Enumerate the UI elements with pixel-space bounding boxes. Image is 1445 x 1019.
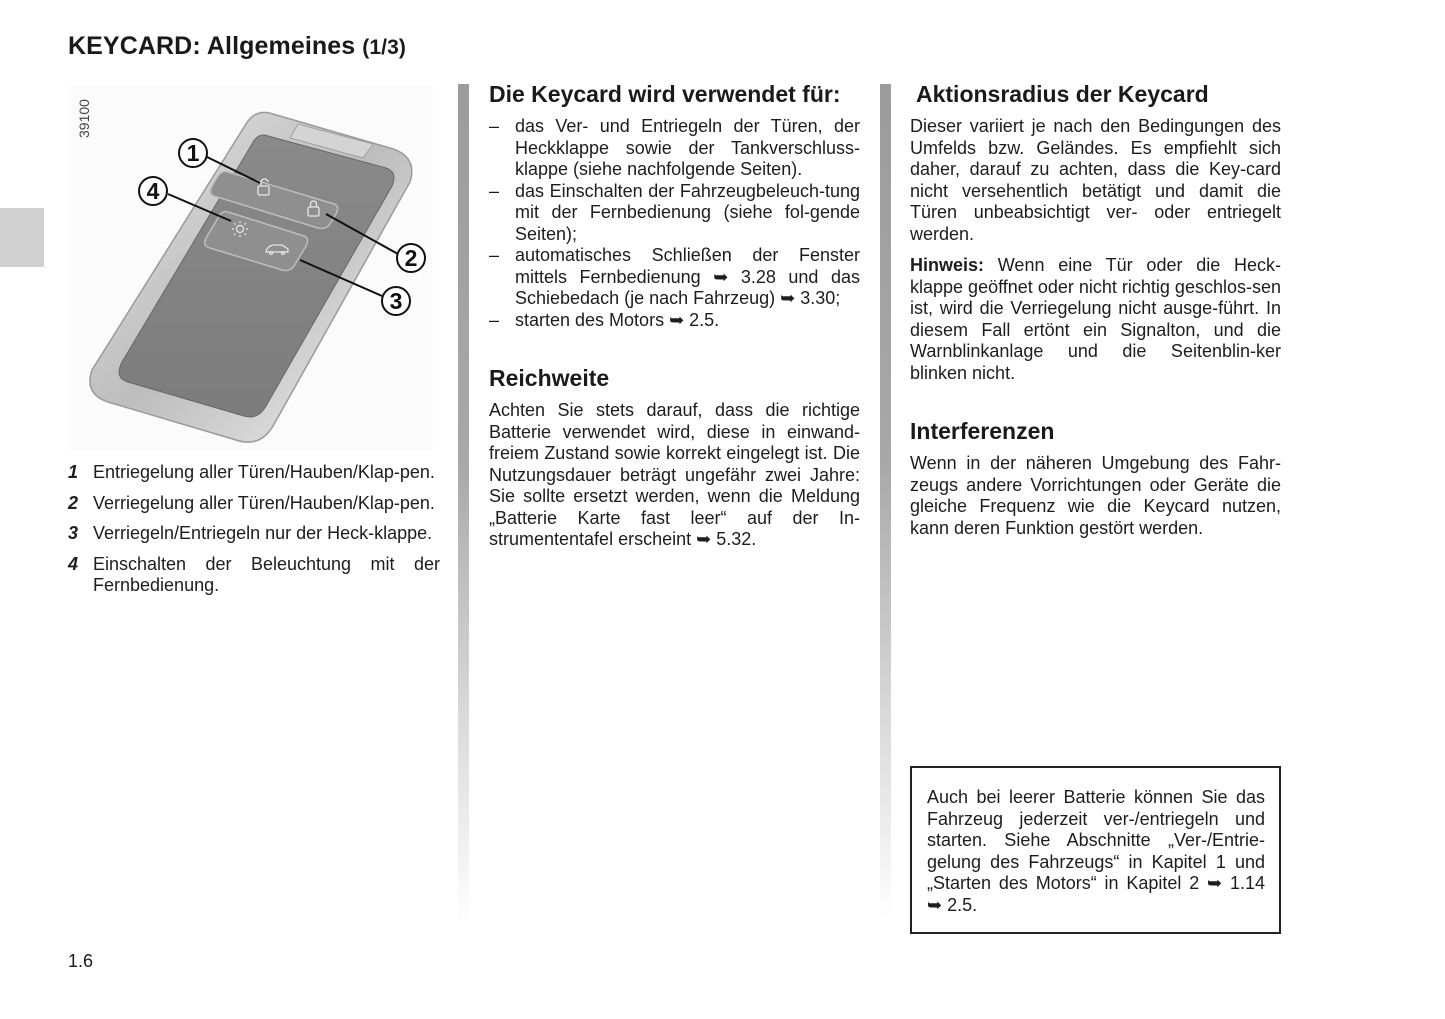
legend-item bbox=[68, 462, 440, 484]
uses-section bbox=[489, 81, 860, 331]
legend-item bbox=[68, 493, 440, 515]
callout-2: 2 bbox=[396, 243, 426, 273]
callout-4: 4 bbox=[138, 176, 168, 206]
action-radius-section bbox=[910, 81, 1281, 384]
callout-3: 3 bbox=[381, 286, 411, 316]
page-title-part: (1/3) bbox=[362, 36, 406, 59]
interference-heading: Interferenzen bbox=[910, 418, 1055, 444]
list-item bbox=[489, 116, 860, 181]
list-item bbox=[489, 310, 860, 332]
page-title bbox=[68, 32, 406, 61]
list-item bbox=[489, 245, 860, 310]
page-number: 1.6 bbox=[68, 951, 94, 971]
list-item bbox=[489, 181, 860, 246]
dash-bullet: – bbox=[489, 116, 500, 136]
action-radius-note bbox=[910, 255, 1281, 384]
legend-item bbox=[68, 554, 440, 597]
dash-bullet: – bbox=[489, 180, 500, 201]
range-text: Achten Sie stets darauf, dass die richtige Batterie verwendet wird, diese in einwand-freiem Zustand sowie korrekt eingelegt ist. Die Nutzungsdauer beträgt ungefähr zwei Jahre: Sie sollte ersetzt werden, wenn die Meldung „Batterie Karte fast leer“ auf der In-strumententafel erscheint ➥ 5.32. bbox=[489, 400, 860, 549]
legend-text: Entriegelung aller Türen/Hauben/Klap-pen. bbox=[93, 462, 435, 482]
uses-list bbox=[489, 116, 860, 331]
range-section bbox=[489, 365, 860, 551]
figure-number: 39100 bbox=[76, 99, 92, 138]
page-title-text: KEYCARD: Allgemeines bbox=[68, 32, 356, 60]
chapter-tab-marker bbox=[0, 208, 44, 267]
action-radius-heading: Aktionsradius der Keycard bbox=[916, 81, 1209, 107]
keycard-figure bbox=[68, 86, 433, 450]
info-box-text: Auch bei leerer Batterie können Sie das Fahrzeug jederzeit ver-/entriegeln und starten. Siehe Abschnitte „Ver-/Entrie-gelung des Fahrzeugs“ in Kapitel 1 und „Starten des Motors“ in Kapitel 2 ➥ 1.14 ➥ 2.5. bbox=[927, 787, 1265, 915]
interference-section bbox=[910, 418, 1281, 539]
dash-bullet: – bbox=[489, 309, 500, 330]
list-item-text: das Einschalten der Fahrzeugbeleuch-tung mit der Fernbedienung (siehe fol-gende Seiten); bbox=[515, 180, 860, 244]
column-divider-left bbox=[458, 84, 469, 924]
column-divider-right bbox=[880, 84, 891, 924]
list-item-text: das Ver- und Entriegeln der Türen, der Heckklappe sowie der Tankverschluss-klappe (siehe nachfolgende Seiten). bbox=[515, 116, 860, 179]
action-radius-text: Dieser variiert je nach den Bedingungen des Umfelds bzw. Geländes. Es empfiehlt sich daher, darauf zu achten, dass die Key-card nicht versehentlich betätigt und damit die Türen unbeabsichtigt ver- oder entriegelt werden. bbox=[910, 116, 1281, 244]
list-item-text: automatisches Schließen der Fenster mittels Fernbedienung ➥ 3.28 und das Schiebedach (je nach Fahrzeug) ➥ 3.30; bbox=[515, 245, 860, 308]
note-label: Hinweis: bbox=[910, 255, 985, 275]
legend-text: Einschalten der Beleuchtung mit der Fernbedienung. bbox=[93, 553, 440, 595]
figure-legend bbox=[68, 462, 440, 606]
note-text: Wenn eine Tür oder die Heck-klappe geöffnet oder nicht richtig geschlos-sen ist, wird die Verriegelung nicht ausge-führt. In diesem Fall ertönt ein Signalton, und die Warnblinkanlage und die Seitenblin-ker blinken nicht. bbox=[910, 255, 1281, 383]
info-box bbox=[910, 766, 1281, 934]
range-heading: Reichweite bbox=[489, 365, 610, 391]
legend-item bbox=[68, 523, 440, 545]
legend-number: 3 bbox=[68, 523, 79, 543]
legend-text: Verriegeln/Entriegeln nur der Heck-klappe. bbox=[93, 523, 433, 543]
callout-1: 1 bbox=[178, 138, 208, 168]
list-item-text: starten des Motors ➥ 2.5. bbox=[515, 309, 720, 330]
dash-bullet: – bbox=[489, 245, 500, 265]
keycard-illustration bbox=[68, 86, 433, 450]
interference-text: Wenn in der näheren Umgebung des Fahr-zeugs andere Vorrichtungen oder Geräte die gleiche Frequenz wie die Keycard nutzen, kann deren Funktion gestört werden. bbox=[910, 453, 1281, 538]
legend-number: 4 bbox=[68, 553, 79, 574]
legend-number: 2 bbox=[68, 492, 79, 513]
legend-number: 1 bbox=[68, 462, 79, 482]
uses-heading: Die Keycard wird verwendet für: bbox=[489, 81, 841, 107]
legend-text: Verriegelung aller Türen/Hauben/Klap-pen. bbox=[93, 492, 435, 513]
